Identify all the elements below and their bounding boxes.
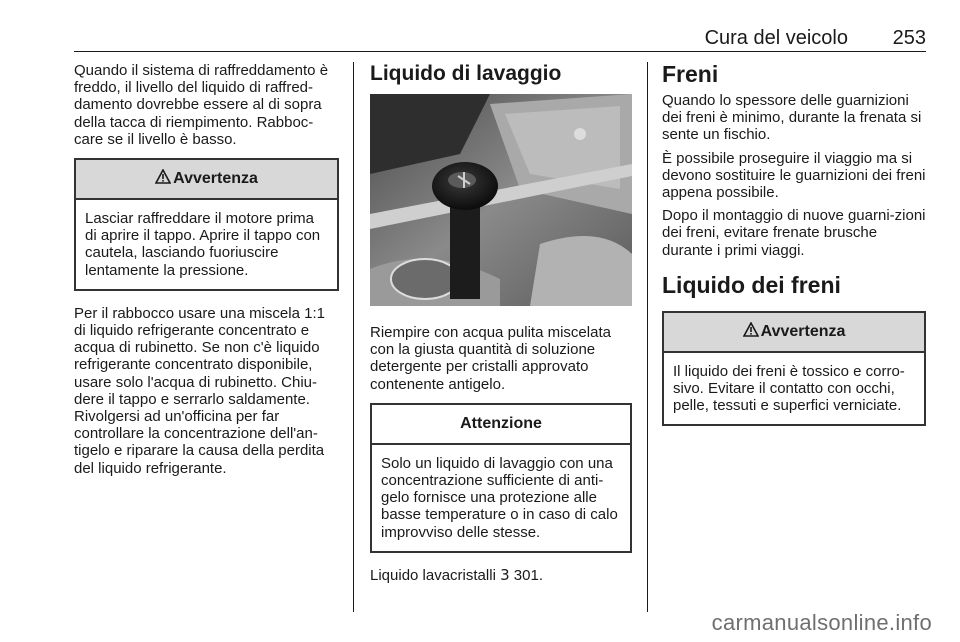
washer-fluid-heading: Liquido di lavaggio — [370, 62, 562, 85]
caution-title: Attenzione — [460, 415, 542, 433]
column-divider-right — [647, 62, 648, 612]
caution-body: Solo un liquido di lavaggio con una concentrazione sufficiente di anti-gelo fornisce una protezione alle basse temperature o in caso di calo improvviso delle stesse. — [381, 454, 618, 541]
washer-fluid-reference — [370, 567, 632, 584]
page-header — [74, 26, 926, 52]
warning-triangle-icon — [743, 322, 759, 341]
brake-fluid-heading: Liquido dei freni — [662, 271, 841, 298]
brakes-paragraph-1: Quando lo spessore delle guarnizioni dei freni è minimo, durante la frenata si sente un fischio. — [662, 92, 922, 144]
section-title: Cura del veicolo — [704, 27, 848, 49]
warning-header — [76, 160, 337, 200]
washer-caution-box — [370, 403, 632, 553]
coolant-paragraph-1: Quando il sistema di raffreddamento è freddo, il livello del liquido di raffred-damento dovrebbe essere al di sopra della tacca di riempimento. Rabboc-care se il livello è basso. — [74, 62, 329, 148]
warning-header — [664, 313, 924, 353]
warning-title: Avvertenza — [760, 323, 846, 341]
warning-title: Avvertenza — [173, 170, 258, 188]
column-divider-left — [353, 62, 354, 612]
column-washer-fluid — [370, 62, 632, 590]
brakes-paragraph-2: È possibile proseguire il viaggio ma si devono sostituire le guarnizioni dei freni appena possibile. — [662, 149, 926, 202]
caution-header — [372, 405, 630, 445]
column-coolant — [74, 62, 339, 483]
washer-reservoir-photo — [370, 94, 632, 306]
warning-body: Il liquido dei freni è tossico e corro-sivo. Evitare il contatto con occhi, pelle, tessuti e superfici verniciate. — [673, 362, 905, 415]
brake-fluid-warning-box — [662, 311, 926, 427]
reference-text: Liquido lavacristalli — [370, 566, 496, 584]
brakes-paragraph-3: Dopo il montaggio di nuove guarni-zioni dei freni, evitare frenate brusche durante i primi viaggi. — [662, 207, 926, 259]
reference-page[interactable]: 301. — [513, 566, 543, 584]
column-brakes — [662, 62, 926, 440]
reference-arrow-icon: 3 — [500, 565, 510, 584]
coolant-warning-box — [74, 158, 339, 291]
brakes-heading: Freni — [662, 61, 719, 87]
coolant-paragraph-2: Per il rabbocco usare una miscela 1:1 di liquido refrigerante concentrato e acqua di rubinetto. Se non c'è liquido refrigerante concentrato disponibile, usare solo l'acqua di rubinetto. Chiu-dere il tappo e serrarlo saldamente. Rivolgersi ad un'officina per far controllare la concentrazione dell'an-tigelo e riparare la causa della perdita del liquido refrigerante. — [74, 304, 325, 477]
warning-body: Lasciar raffreddare il motore prima di aprire il tappo. Aprire il tappo con cautela, lasciando fuoriuscire lentamente la pressione. — [85, 210, 321, 279]
site-watermark: carmanualsonline.info — [711, 610, 932, 635]
warning-triangle-icon — [155, 169, 171, 188]
washer-fluid-paragraph: Riempire con acqua pulita miscelata con la giusta quantità di soluzione detergente per cristalli approvato contenente antigelo. — [370, 324, 611, 393]
page-number: 253 — [892, 27, 926, 49]
